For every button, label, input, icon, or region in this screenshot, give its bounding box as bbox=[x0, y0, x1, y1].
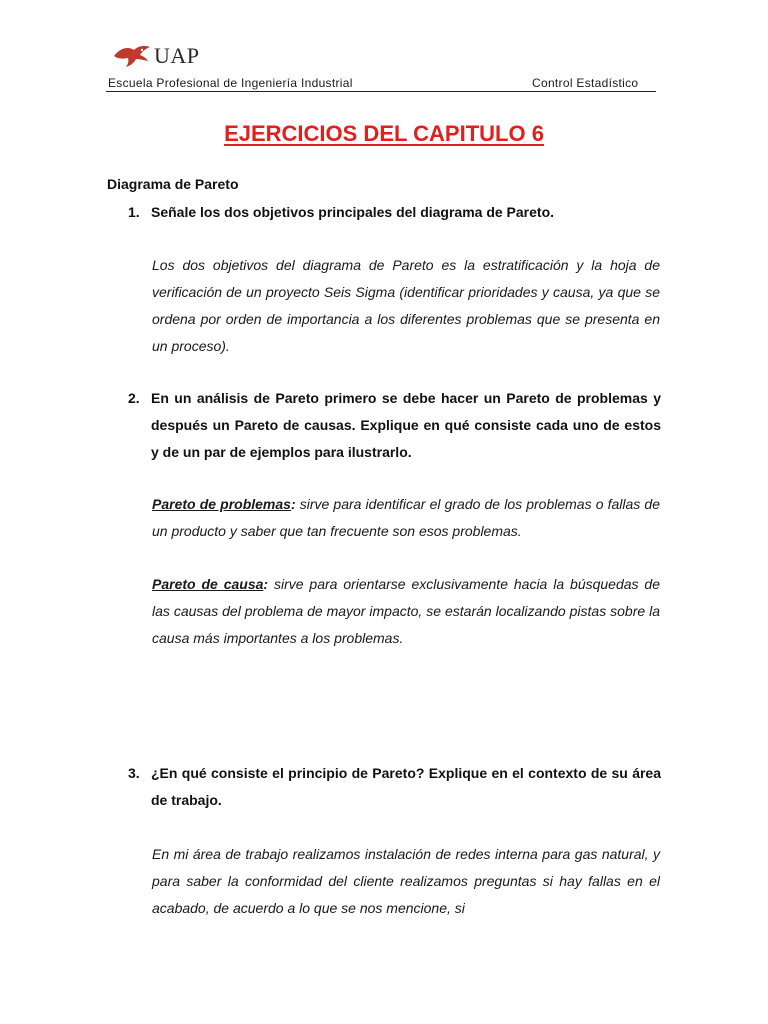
answer-colon: : bbox=[290, 496, 296, 512]
answer-colon: : bbox=[263, 576, 269, 592]
question-text: ¿En qué consiste el principio de Pareto? Explique en el contexto de su área de trabajo. bbox=[151, 765, 661, 808]
answer-2b bbox=[152, 571, 660, 652]
question-number: 1. bbox=[128, 204, 140, 220]
question-number: 3. bbox=[128, 765, 140, 781]
course-name: Control Estadístico bbox=[532, 76, 639, 90]
page-title: EJERCICIOS DEL CAPITULO 6 bbox=[224, 121, 544, 146]
question-text: Señale los dos objetivos principales del diagrama de Pareto. bbox=[151, 204, 555, 220]
answer-term: Pareto de causa bbox=[152, 576, 264, 592]
answer-3: En mi área de trabajo realizamos instalación de redes interna para gas natural, y para saber la conformidad del cliente realizamos preguntas si hay fallas en el acabado, de acuerdo a lo que se nos mencione, si bbox=[152, 846, 660, 916]
answer-text: sirve para orientarse exclusivamente hacia la búsquedas de las causas del problema de mayor impacto, se estarán localizando pistas sobre la causa más importantes a los problemas. bbox=[152, 576, 660, 646]
question-number: 2. bbox=[128, 390, 140, 406]
answer-1: Los dos objetivos del diagrama de Pareto es la estratificación y la hoja de verificación de un proyecto Seis Sigma (identificar prioridades y causa, ya que se ordena por orden de importancia a los diferentes problemas que se presenta en un proceso). bbox=[152, 257, 660, 354]
bird-logo-icon bbox=[112, 42, 152, 70]
answer-text: sirve para identificar el grado de los problemas o fallas de un producto y saber que tan frecuente son esos problemas. bbox=[152, 496, 660, 539]
header-divider bbox=[106, 91, 656, 92]
section-heading: Diagrama de Pareto bbox=[107, 176, 239, 192]
uap-logo bbox=[112, 40, 200, 72]
question-text: En un análisis de Pareto primero se debe hacer un Pareto de problemas y después un Pareto de causas. Explique en qué consiste cada uno de estos y de un par de ejemplos para ilustrarlo. bbox=[151, 390, 661, 460]
answer-term: Pareto de problemas bbox=[152, 496, 291, 512]
answer-2a bbox=[152, 491, 660, 545]
school-name: Escuela Profesional de Ingeniería Industrial bbox=[108, 76, 353, 90]
logo-text: UAP bbox=[154, 43, 200, 68]
